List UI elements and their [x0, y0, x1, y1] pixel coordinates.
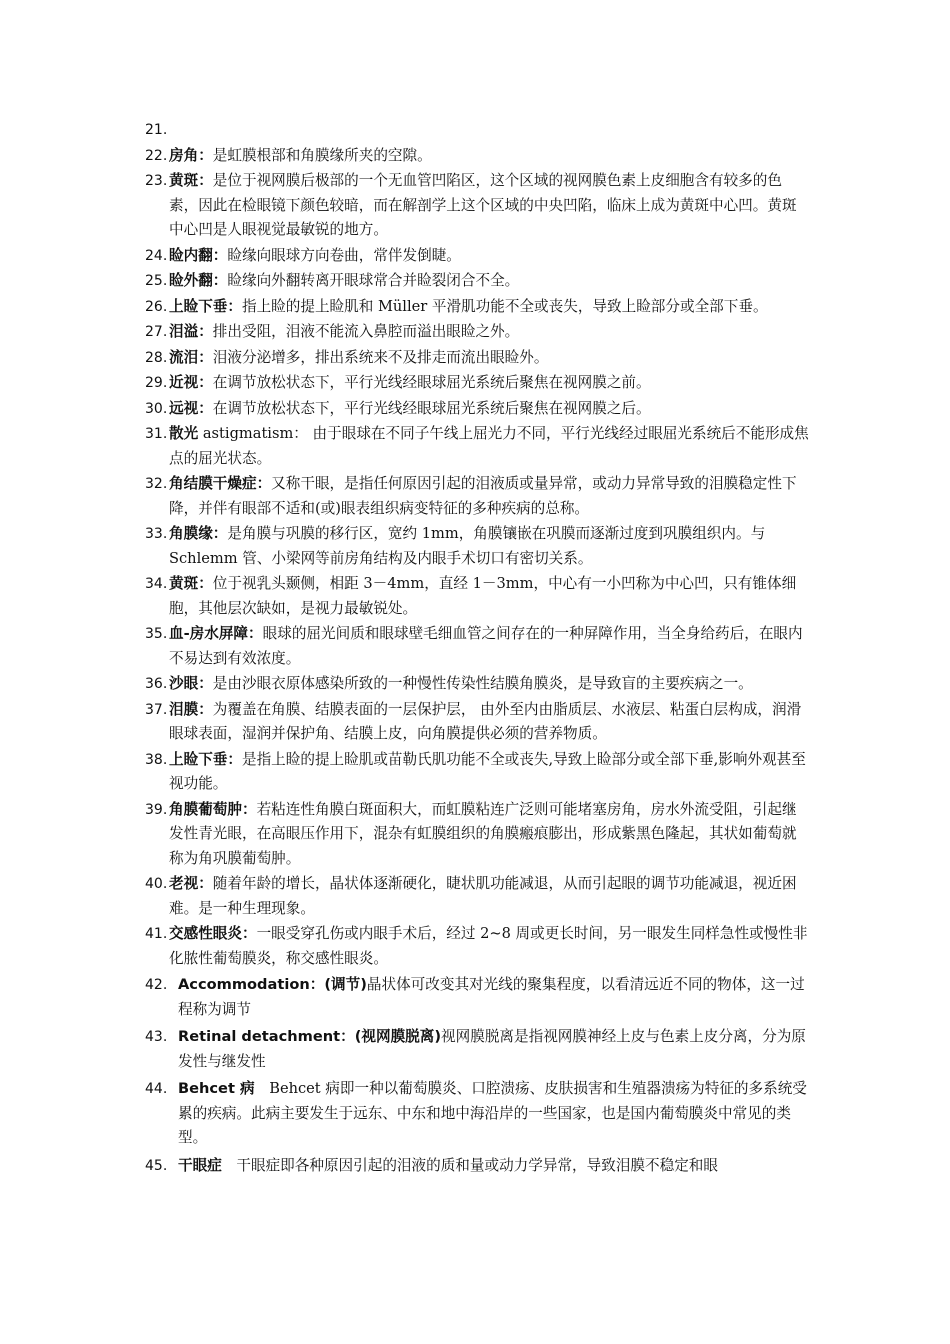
item-term: 角结膜干燥症： — [169, 475, 272, 492]
item-definition: 若粘连性角膜白斑面积大，而虹膜粘连广泛则可能堵塞房角，房水外流受阻，引起继发性青光眼，在高眼压作用下，混杂有虹膜组织的角膜瘢痕膨出，形成紫黑色隆起，其状如葡萄就称为角巩膜葡萄肿。 — [169, 800, 797, 867]
list-item — [145, 320, 810, 345]
item-term: 流泪： — [169, 348, 213, 366]
item-definition: 干眼症即各种原因引起的泪液的质和量或动力学异常，导致泪膜不稳定和眼 — [221, 1156, 718, 1174]
list-item — [145, 346, 810, 371]
item-number: 34. — [145, 576, 168, 592]
list-item — [145, 672, 810, 697]
item-term: 角膜葡萄肿： — [169, 800, 257, 818]
item-number: 36. — [145, 676, 168, 692]
item-number: 32. — [145, 476, 168, 492]
item-number: 22. — [145, 147, 168, 164]
item-term: 泪膜： — [169, 700, 213, 718]
item-definition: 位于视乳头颞侧，相距 3－4mm，直经 1－3mm，中心有一小凹称为中心凹，只有锥体细胞，其他层次缺如，是视力最敏锐处。 — [169, 575, 797, 617]
item-number: 44. — [145, 1081, 168, 1097]
item-definition: 晶状体可改变其对光线的聚集程度，以看清远近不同的物体，这一过程称为调节 — [178, 976, 805, 1018]
item-number: 29. — [145, 375, 168, 391]
list-item — [145, 244, 810, 269]
list-item — [145, 422, 810, 471]
item-number: 33. — [145, 526, 168, 542]
list-item — [145, 269, 810, 294]
item-definition: astigmatism： 由于眼球在不同子午线上屈光力不同，平行光线经过眼屈光系统后不能形成焦点的屈光状态。 — [169, 425, 809, 467]
item-term: 黄斑： — [169, 575, 213, 592]
item-definition: 一眼受穿孔伤或内眼手术后，经过 2~8 周或更长时间，另一眼发生同样急性或慢性非化脓性葡萄膜炎，称交感性眼炎。 — [169, 925, 808, 967]
list-item — [145, 397, 810, 422]
item-definition: 又称干眼，是指任何原因引起的泪液质或量异常，或动力异常导致的泪膜稳定性下降，并伴有眼部不适和(或)眼表组织病变特征的多种疾病的总称。 — [169, 475, 797, 517]
item-term: 血-房水屏障： — [169, 625, 263, 642]
item-definition: 睑缘向外翻转离开眼球常合并睑裂闭合不全。 — [227, 272, 520, 289]
item-definition: 在调节放松状态下，平行光线经眼球屈光系统后聚焦在视网膜之前。 — [212, 374, 651, 391]
item-term: 干眼症 — [178, 1156, 222, 1174]
item-definition: 泪液分泌增多，排出系统来不及排走而流出眼睑外。 — [212, 348, 549, 366]
list-item — [145, 522, 810, 571]
list-item — [145, 872, 810, 921]
item-definition: 视网膜脱离是指视网膜神经上皮与色素上皮分离，分为原发性与继发性 — [178, 1028, 806, 1070]
item-term: 黄斑： — [169, 172, 213, 189]
item-definition: 是角膜与巩膜的移行区，宽约 1mm，角膜镶嵌在巩膜而逐渐过度到巩膜组织内。与 Schlemm 管、小梁网等前房角结构及内眼手术切口有密切关系。 — [169, 525, 766, 567]
list-item — [145, 371, 810, 396]
list-item — [145, 698, 810, 747]
item-definition: 随着年龄的增长，晶状体逐渐硬化，睫状肌功能减退，从而引起眼的调节功能减退，视近困难。是一种生理现象。 — [169, 875, 797, 917]
list-item — [145, 169, 810, 243]
list-item — [145, 118, 810, 143]
item-definition: 眼球的屈光间质和眼球壁毛细血管之间存在的一种屏障作用，当全身给药后，在眼内不易达到有效浓度。 — [169, 625, 803, 667]
item-definition: 为覆盖在角膜、结膜表面的一层保护层， 由外至内由脂质层、水液层、粘蛋白层构成，润滑眼球表面，湿润并保护角、结膜上皮，向角膜提供必须的营养物质。 — [169, 700, 802, 742]
item-term: 沙眼： — [169, 675, 213, 692]
item-definition: 是指上睑的提上睑肌或苗勒氏肌功能不全或丧失,导致上睑部分或全部下垂,影响外观甚至视功能。 — [169, 750, 806, 792]
item-number: 43. — [145, 1029, 168, 1045]
item-definition: 是由沙眼衣原体感染所致的一种慢性传染性结膜角膜炎，是导致盲的主要疾病之一。 — [212, 675, 753, 692]
item-term: Accommodation：(调节) — [178, 976, 367, 993]
item-number: 26. — [145, 298, 168, 315]
item-term: 上睑下垂： — [169, 750, 242, 768]
list-item — [145, 144, 810, 169]
list-item — [145, 295, 810, 320]
item-number: 27. — [145, 324, 168, 340]
list-item — [145, 1025, 810, 1074]
item-number: 21. — [145, 122, 168, 138]
list-item — [145, 622, 810, 671]
list-item — [145, 748, 810, 797]
item-term: Retinal detachment：(视网膜脱离) — [178, 1028, 442, 1045]
item-number: 24. — [145, 247, 168, 264]
glossary-list — [145, 118, 810, 1181]
item-term: 睑外翻： — [169, 272, 228, 289]
list-item — [145, 572, 810, 621]
item-definition: 排出受阻，泪液不能流入鼻腔而溢出眼睑之外。 — [212, 323, 520, 340]
item-definition: 是位于视网膜后极部的一个无血管凹陷区，这个区域的视网膜色素上皮细胞含有较多的色素，因此在检眼镜下颜色较暗，而在解剖学上这个区域的中央凹陷，临床上成为黄斑中心凹。黄斑中心凹是人眼视觉最敏锐的地方。 — [169, 172, 797, 238]
item-number: 45. — [145, 1157, 168, 1174]
item-number: 31. — [145, 426, 168, 442]
list-item — [145, 1154, 810, 1179]
item-number: 41. — [145, 926, 168, 942]
list-item — [145, 922, 810, 971]
list-item — [145, 472, 810, 521]
item-term: 远视： — [169, 399, 213, 417]
item-number: 42. — [145, 977, 168, 993]
item-definition: Behcet 病即一种以葡萄膜炎、口腔溃疡、皮肤损害和生殖器溃疡为特征的多系统受累的疾病。此病主要发生于远东、中东和地中海沿岸的一些国家，也是国内葡萄膜炎中常见的类型。 — [178, 1080, 807, 1146]
item-definition: 睑缘向眼球方向卷曲，常伴发倒睫。 — [227, 246, 461, 264]
item-definition: 在调节放松状态下，平行光线经眼球屈光系统后聚焦在视网膜之后。 — [212, 399, 651, 417]
item-term: 老视： — [169, 875, 213, 892]
list-item — [145, 1077, 810, 1151]
item-number: 25. — [145, 273, 168, 289]
item-number: 30. — [145, 400, 168, 417]
item-term: 上睑下垂： — [169, 297, 242, 315]
item-term: 睑内翻： — [169, 246, 228, 264]
item-number: 37. — [145, 701, 168, 718]
item-term: 散光 — [169, 425, 199, 442]
item-number: 39. — [145, 801, 168, 818]
item-term: 角膜缘： — [169, 525, 228, 542]
item-number: 28. — [145, 349, 168, 366]
item-term: Behcet 病 — [178, 1080, 255, 1097]
item-term: 房角： — [169, 146, 213, 164]
item-number: 23. — [145, 173, 168, 189]
item-number: 40. — [145, 876, 168, 892]
item-number: 35. — [145, 626, 168, 642]
item-term: 近视： — [169, 374, 213, 391]
list-item — [145, 973, 810, 1022]
item-term: 泪溢： — [169, 323, 213, 340]
item-definition: 是虹膜根部和角膜缘所夹的空隙。 — [212, 146, 432, 164]
item-number: 38. — [145, 751, 168, 768]
list-item — [145, 798, 810, 872]
item-definition: 指上睑的提上睑肌和 Müller 平滑肌功能不全或丧失，导致上睑部分或全部下垂。 — [241, 297, 768, 315]
item-term: 交感性眼炎： — [169, 925, 257, 942]
